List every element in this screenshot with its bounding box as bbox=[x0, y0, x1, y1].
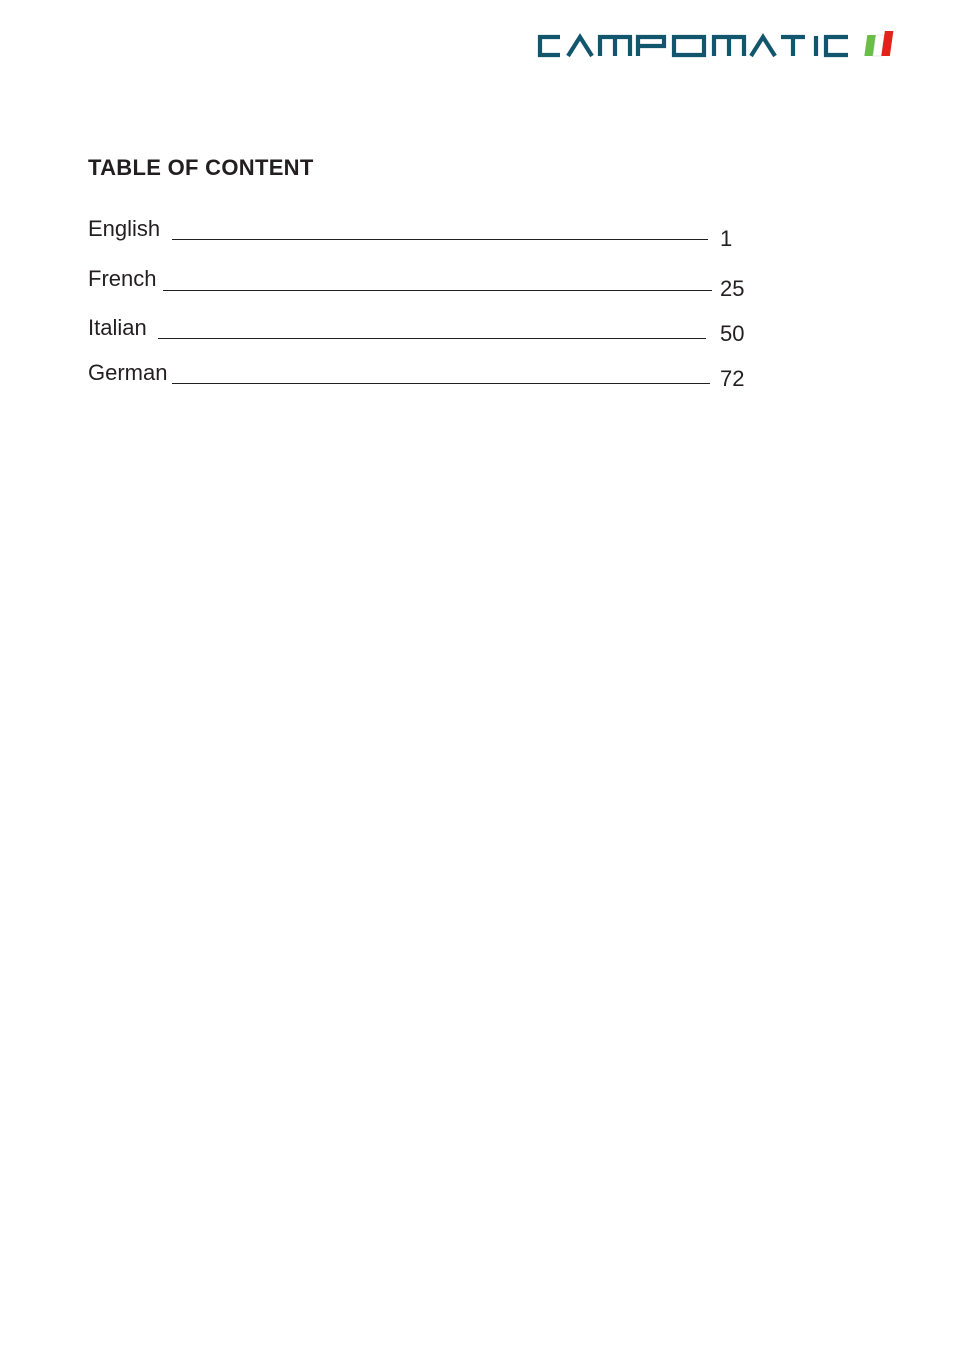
toc-entry-german[interactable] bbox=[88, 358, 758, 392]
toc-leader-line bbox=[158, 338, 706, 339]
toc-entry-english[interactable] bbox=[88, 214, 758, 251]
toc-leader-line bbox=[172, 239, 708, 240]
toc-list bbox=[88, 0, 758, 420]
toc-leader-line bbox=[172, 383, 710, 384]
toc-entry-page: 25 bbox=[720, 276, 745, 301]
toc-entry-page: 1 bbox=[720, 226, 733, 251]
toc-entry-french[interactable] bbox=[88, 264, 758, 301]
toc-entry-italian[interactable] bbox=[88, 313, 758, 347]
toc-entry-label: German bbox=[88, 360, 168, 385]
toc-entry-page: 50 bbox=[720, 321, 745, 346]
toc-entry-page: 72 bbox=[720, 366, 745, 391]
toc-entry-label: Italian bbox=[88, 315, 147, 340]
toc-entry-label: French bbox=[88, 266, 157, 291]
toc-title: TABLE OF CONTENT bbox=[88, 155, 314, 180]
toc-leader-line bbox=[163, 290, 712, 291]
toc-entry-label: English bbox=[88, 216, 161, 241]
